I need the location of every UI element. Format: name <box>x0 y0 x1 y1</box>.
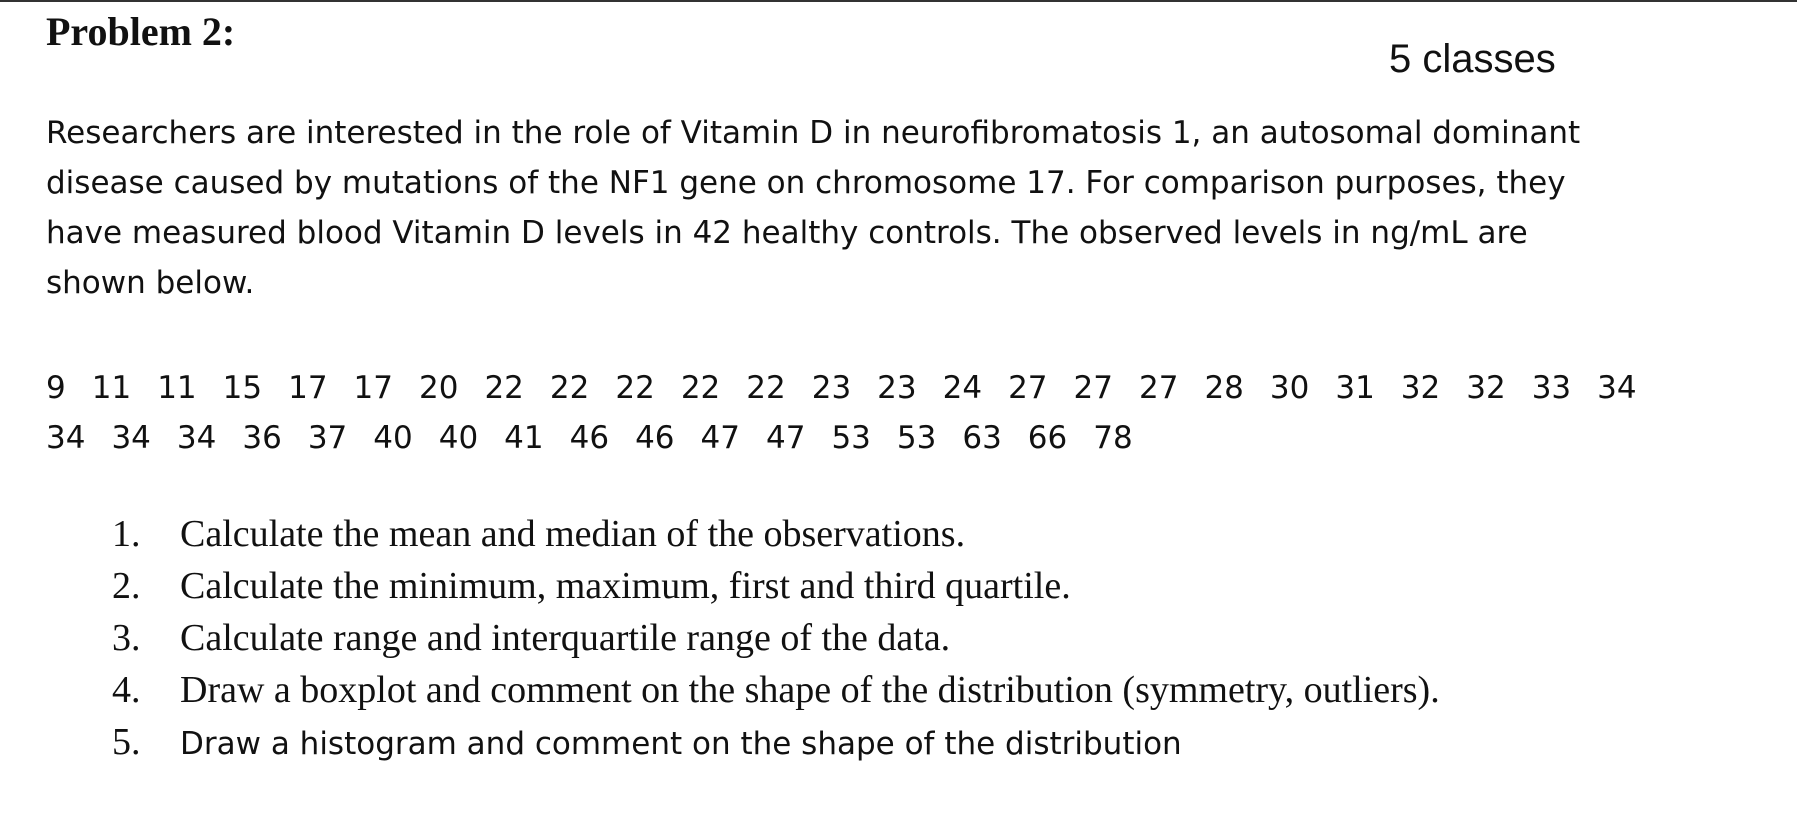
description-line: shown below. <box>46 265 255 301</box>
data-value: 15 <box>222 370 263 406</box>
question-text: Calculate the mean and median of the observations. <box>180 513 966 555</box>
top-border-line <box>0 0 1797 2</box>
data-value: 46 <box>635 420 675 456</box>
question-item <box>112 668 1440 720</box>
data-value: 63 <box>962 420 1002 456</box>
data-value: 11 <box>157 370 197 406</box>
data-value: 17 <box>288 370 328 406</box>
question-text: Draw a boxplot and comment on the shape of the distribution (symmetry, outliers). <box>180 669 1440 711</box>
data-value: 17 <box>353 370 393 406</box>
question-number: 5. <box>112 721 141 763</box>
question-item <box>112 616 1440 668</box>
data-value: 34 <box>176 420 217 456</box>
data-value: 24 <box>942 370 983 406</box>
description-line: Researchers are interested in the role of Vitamin D in neurofibromatosis 1, an autosomal dominant <box>46 115 1581 151</box>
data-value: 32 <box>1400 370 1441 406</box>
description-line: disease caused by mutations of the NF1 gene on chromosome 17. For comparison purposes, they <box>46 165 1566 201</box>
question-item <box>112 512 1440 564</box>
question-list <box>112 512 1440 772</box>
data-value: 46 <box>569 420 610 456</box>
data-value: 32 <box>1466 370 1506 406</box>
class-count-annotation: 5 classes <box>1389 37 1556 81</box>
data-value: 53 <box>831 420 871 456</box>
data-value: 34 <box>46 420 86 456</box>
data-value: 36 <box>242 420 282 456</box>
data-value: 22 <box>680 370 721 406</box>
data-value: 28 <box>1204 370 1244 406</box>
data-value: 53 <box>896 420 937 456</box>
data-value: 78 <box>1093 420 1133 456</box>
data-value: 23 <box>811 370 852 406</box>
data-value: 40 <box>373 420 413 456</box>
data-value: 37 <box>307 420 348 456</box>
data-value: 27 <box>1008 370 1048 406</box>
question-text: Calculate range and interquartile range of the data. <box>180 617 951 659</box>
data-value: 23 <box>877 370 917 406</box>
question-number: 1. <box>112 513 141 555</box>
data-value: 40 <box>438 420 479 456</box>
data-value: 30 <box>1269 370 1310 406</box>
question-text: Calculate the minimum, maximum, first and third quartile. <box>180 565 1071 607</box>
data-value: 22 <box>549 370 590 406</box>
description-line: have measured blood Vitamin D levels in 42 healthy controls. The observed levels in ng/mL are <box>46 215 1528 251</box>
data-value: 34 <box>111 420 151 456</box>
data-value: 31 <box>1335 370 1375 406</box>
observed-levels-data <box>46 363 1663 463</box>
data-value: 34 <box>1597 370 1637 406</box>
data-value: 22 <box>484 370 524 406</box>
data-value: 11 <box>91 370 132 406</box>
problem-title: Problem 2: <box>46 9 236 54</box>
question-number: 2. <box>112 565 141 607</box>
data-value: 9 <box>46 370 66 406</box>
data-value: 20 <box>419 370 459 406</box>
question-item <box>112 720 1440 772</box>
problem-description <box>46 108 1766 308</box>
data-value: 27 <box>1138 370 1179 406</box>
data-value: 22 <box>615 370 655 406</box>
data-value: 33 <box>1531 370 1572 406</box>
question-text: Draw a histogram and comment on the shape of the distribution <box>180 726 1182 762</box>
data-value: 47 <box>700 420 740 456</box>
data-value: 66 <box>1027 420 1068 456</box>
data-value: 27 <box>1073 370 1113 406</box>
question-item <box>112 564 1440 616</box>
data-value: 47 <box>765 420 806 456</box>
data-value: 22 <box>746 370 786 406</box>
data-row-2 <box>46 413 1663 463</box>
question-number: 3. <box>112 617 141 659</box>
data-row-1 <box>46 363 1663 413</box>
question-number: 4. <box>112 669 141 711</box>
data-value: 41 <box>504 420 544 456</box>
